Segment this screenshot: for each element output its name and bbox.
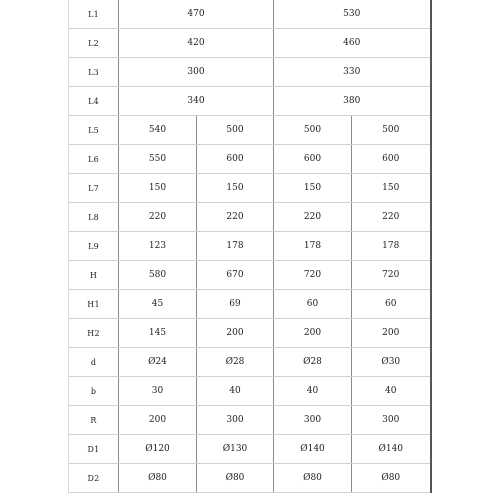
value-cell: 300 (197, 406, 274, 435)
table-row (69, 87, 431, 116)
value-cell: Ø80 (274, 464, 352, 493)
value-cell: 420 (119, 29, 274, 58)
value-cell: 720 (274, 261, 352, 290)
value-cell: 60 (352, 290, 431, 319)
value-cell: 178 (274, 232, 352, 261)
row-label-cell: L6 (69, 145, 119, 174)
row-label-cell: L4 (69, 87, 119, 116)
table-row (69, 290, 431, 319)
value-cell: 540 (119, 116, 197, 145)
table-row (69, 406, 431, 435)
value-cell: 45 (119, 290, 197, 319)
value-cell: 300 (119, 58, 274, 87)
table-row (69, 174, 431, 203)
row-label-cell: L3 (69, 58, 119, 87)
row-label-cell: D2 (69, 464, 119, 493)
row-label-cell: L2 (69, 29, 119, 58)
value-cell: 178 (352, 232, 431, 261)
value-cell: 40 (274, 377, 352, 406)
value-cell: 530 (274, 0, 431, 29)
value-cell: 220 (197, 203, 274, 232)
value-cell: 220 (119, 203, 197, 232)
row-label-cell: L1 (69, 0, 119, 29)
value-cell: 150 (119, 174, 197, 203)
row-label-cell: L5 (69, 116, 119, 145)
value-cell: 500 (197, 116, 274, 145)
row-label-cell: H2 (69, 319, 119, 348)
value-cell: 600 (274, 145, 352, 174)
value-cell: 470 (119, 0, 274, 29)
table-row (69, 348, 431, 377)
spec-table-body (69, 0, 431, 493)
value-cell: Ø30 (352, 348, 431, 377)
table-row (69, 29, 431, 58)
table-row (69, 377, 431, 406)
value-cell: 40 (197, 377, 274, 406)
value-cell: 150 (197, 174, 274, 203)
value-cell: 220 (352, 203, 431, 232)
value-cell: Ø28 (197, 348, 274, 377)
value-cell: 69 (197, 290, 274, 319)
row-label-cell: L7 (69, 174, 119, 203)
value-cell: Ø140 (352, 435, 431, 464)
row-label-cell: d (69, 348, 119, 377)
value-cell: Ø28 (274, 348, 352, 377)
value-cell: Ø120 (119, 435, 197, 464)
table-row (69, 435, 431, 464)
row-label-cell: R (69, 406, 119, 435)
value-cell: 200 (197, 319, 274, 348)
value-cell: Ø80 (119, 464, 197, 493)
table-row (69, 58, 431, 87)
value-cell: 670 (197, 261, 274, 290)
table-row (69, 319, 431, 348)
value-cell: 200 (274, 319, 352, 348)
value-cell: 40 (352, 377, 431, 406)
dimension-spec-table (68, 0, 432, 493)
value-cell: 300 (274, 406, 352, 435)
table-row (69, 464, 431, 493)
value-cell: 600 (197, 145, 274, 174)
value-cell: Ø80 (352, 464, 431, 493)
value-cell: 720 (352, 261, 431, 290)
table-row (69, 0, 431, 29)
value-cell: 200 (119, 406, 197, 435)
value-cell: 60 (274, 290, 352, 319)
value-cell: Ø24 (119, 348, 197, 377)
value-cell: Ø80 (197, 464, 274, 493)
table-row (69, 116, 431, 145)
value-cell: 330 (274, 58, 431, 87)
row-label-cell: L9 (69, 232, 119, 261)
value-cell: 145 (119, 319, 197, 348)
value-cell: 150 (274, 174, 352, 203)
row-label-cell: H (69, 261, 119, 290)
value-cell: Ø140 (274, 435, 352, 464)
table-row (69, 203, 431, 232)
value-cell: 380 (274, 87, 431, 116)
value-cell: 500 (274, 116, 352, 145)
value-cell: 123 (119, 232, 197, 261)
row-label-cell: D1 (69, 435, 119, 464)
value-cell: 200 (352, 319, 431, 348)
row-label-cell: L8 (69, 203, 119, 232)
value-cell: 30 (119, 377, 197, 406)
table-row (69, 232, 431, 261)
value-cell: 220 (274, 203, 352, 232)
value-cell: 460 (274, 29, 431, 58)
value-cell: 150 (352, 174, 431, 203)
row-label-cell: b (69, 377, 119, 406)
value-cell: 340 (119, 87, 274, 116)
row-label-cell: H1 (69, 290, 119, 319)
table-row (69, 145, 431, 174)
value-cell: 580 (119, 261, 197, 290)
value-cell: Ø130 (197, 435, 274, 464)
value-cell: 300 (352, 406, 431, 435)
value-cell: 500 (352, 116, 431, 145)
value-cell: 178 (197, 232, 274, 261)
table-row (69, 261, 431, 290)
value-cell: 550 (119, 145, 197, 174)
value-cell: 600 (352, 145, 431, 174)
